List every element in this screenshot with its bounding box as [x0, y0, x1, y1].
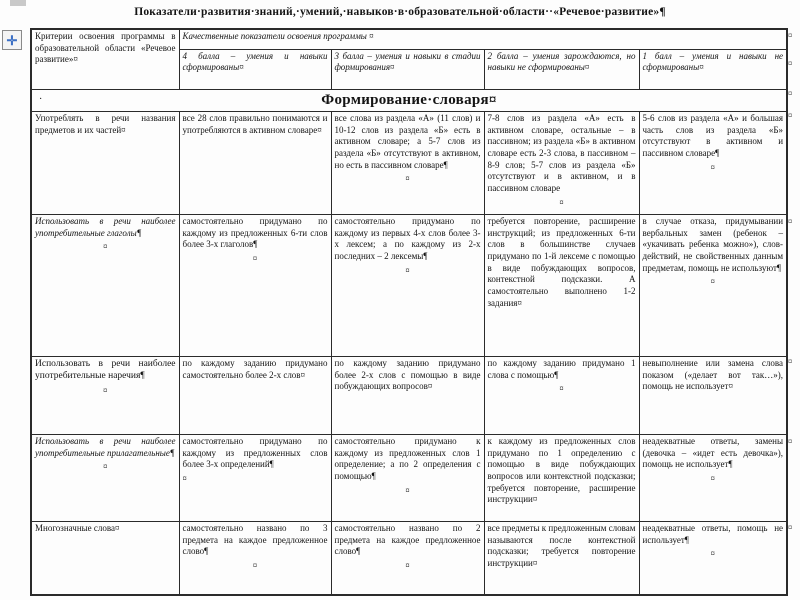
- row-end-mark: ¤: [788, 110, 793, 120]
- criteria-header-cell[interactable]: Критерии освоения программы в образовательной области «Речевое развитие»¤: [31, 29, 179, 89]
- row-end-mark: ¤: [788, 30, 793, 40]
- table-row: [31, 112, 787, 215]
- cell-end-mark: ¤: [103, 461, 108, 472]
- score1-cell[interactable]: неадекватные ответы, помощь не использует¶ ¤: [639, 522, 787, 595]
- score1-cell[interactable]: в случае отказа, придумывании вербальных замен (ребенок – «укачивать ребенка можно»), слов-действий, не свойственных данным предметам, помощь не используют¶ ¤: [639, 215, 787, 357]
- score-header-3[interactable]: 3 балла – умения и навыки в стадии формирования¤: [331, 49, 484, 89]
- row-end-mark: ¤: [788, 88, 793, 98]
- assessment-table: [30, 28, 788, 596]
- row-end-mark: ¤: [788, 436, 793, 446]
- cell-end-mark: ¤: [103, 241, 108, 252]
- criterion-cell[interactable]: Использовать в речи наиболее употребительные прилагательные¶ ¤: [31, 435, 179, 522]
- score2-cell[interactable]: 7-8 слов из раздела «А» есть в активном словаре, остальные – в пассивном; из раздела «Б» в активном словаре есть 2-3 слова, в пассивном – 8-9 слов; 5-7 слов из раздела «Б» отсутствуют и в активном, и в пассивном словаре ¤: [484, 112, 639, 215]
- score4-cell[interactable]: самостоятельно придумано по каждому из предложенных 6-ти слов более 3-х глаголов¶ ¤: [179, 215, 331, 357]
- score2-cell[interactable]: к каждому из предложенных слов придумано по 1 определению с помощью в виде побуждающих вопросов или контекстной подсказки; требуется повторение, расширение инструкции¤: [484, 435, 639, 522]
- table-row: [31, 215, 787, 357]
- score1-cell[interactable]: 5-6 слов из раздела «А» и большая часть слов из раздела «Б» отсутствуют в активном и пассивном словаре¶ ¤: [639, 112, 787, 215]
- score4-cell[interactable]: самостоятельно названо по 3 предмета на каждое предложенное слово¶ ¤: [179, 522, 331, 595]
- score2-cell[interactable]: все предметы к предложенным словам называются после контекстной подсказки; требуется повторение инструкции¤: [484, 522, 639, 595]
- section-title: Формирование·словаря¤: [321, 91, 497, 108]
- screen-artifact: [10, 0, 26, 6]
- score1-cell[interactable]: неадекватные ответы, замены (девочка – «идет есть девочка»), помощь не использует¶ ¤: [639, 435, 787, 522]
- table-move-handle[interactable]: [2, 30, 22, 50]
- table-row: [31, 357, 787, 435]
- criterion-cell[interactable]: Многозначные слова¤: [31, 522, 179, 595]
- score4-cell[interactable]: все 28 слов правильно понимаются и употребляются в активном словаре¤: [179, 112, 331, 215]
- score-header-4[interactable]: 4 балла – умения и навыки сформированы¤: [179, 49, 331, 89]
- cell-end-mark: ·: [39, 93, 43, 105]
- score3-cell[interactable]: самостоятельно названо по 2 предмета на каждое предложенное слово¶ ¤: [331, 522, 484, 595]
- row-end-mark: ¤: [788, 522, 793, 532]
- section-row[interactable]: [31, 89, 787, 112]
- score-header-1[interactable]: 1 балл – умения и навыки не сформированы¤: [639, 49, 787, 89]
- row-end-mark: ¤: [788, 58, 793, 68]
- score3-cell[interactable]: по каждому заданию придумано более 2-х слов с помощью в виде побуждающих вопросов¤: [331, 357, 484, 435]
- quality-header-cell[interactable]: Качественные показатели освоения программы ¤: [179, 29, 787, 49]
- table-row: [31, 522, 787, 595]
- score4-cell[interactable]: по каждому заданию придумано самостоятельно более 2-х слов¤: [179, 357, 331, 435]
- score1-cell[interactable]: невыполнение или замена слова показом («делает вот так…»), помощь не использует¤: [639, 357, 787, 435]
- criterion-cell[interactable]: Употреблять в речи названия предметов и их частей¤: [31, 112, 179, 215]
- score2-cell[interactable]: требуется повторение, расширение инструкций; из предложенных 6-ти слов в большинстве случаев придумано по 1-й лексеме с помощью в виде побуждающих вопросов, контекстной подсказки. А самостоятельно выполнено 1-2 задания¤: [484, 215, 639, 357]
- score-header-2[interactable]: 2 балла – умения зарождаются, но навыки не сформированы¤: [484, 49, 639, 89]
- row-end-mark: ¤: [788, 356, 793, 366]
- criterion-cell[interactable]: Использовать в речи наиболее употребительные глаголы¶ ¤: [31, 215, 179, 357]
- criterion-cell[interactable]: Использовать в речи наиболее употребительные наречия¶ ¤: [31, 357, 179, 435]
- cell-end-mark: ¤: [103, 384, 108, 395]
- score2-cell[interactable]: по каждому заданию придумано 1 слова с помощью¶ ¤: [484, 357, 639, 435]
- score3-cell[interactable]: самостоятельно придумано по каждому из первых 4-х слов более 3-х лексем; а по каждому из 2-х последних – 2 лексемы¶ ¤: [331, 215, 484, 357]
- score4-cell[interactable]: самостоятельно придумано по каждому из предложенных слов более 3-х определений¶ ¤: [179, 435, 331, 522]
- row-end-mark: ¤: [788, 216, 793, 226]
- table-row: [31, 435, 787, 522]
- score3-cell[interactable]: самостоятельно придумано к каждому из предложенных слов 1 определение; а по 2 определения с помощью¶ ¤: [331, 435, 484, 522]
- document-title[interactable]: Показатели·развития·знаний,·умений,·навыков·в·образовательной·области··«Речевое·развитие»¶: [134, 6, 666, 18]
- move-icon: ✛: [6, 32, 18, 48]
- score3-cell[interactable]: все слова из раздела «А» (11 слов) и 10-12 слов из раздела «Б» есть в активном словаре; а 5-7 слов из раздела «Б» отсутствуют в активном, но есть в пассивном словаре¶ ¤: [331, 112, 484, 215]
